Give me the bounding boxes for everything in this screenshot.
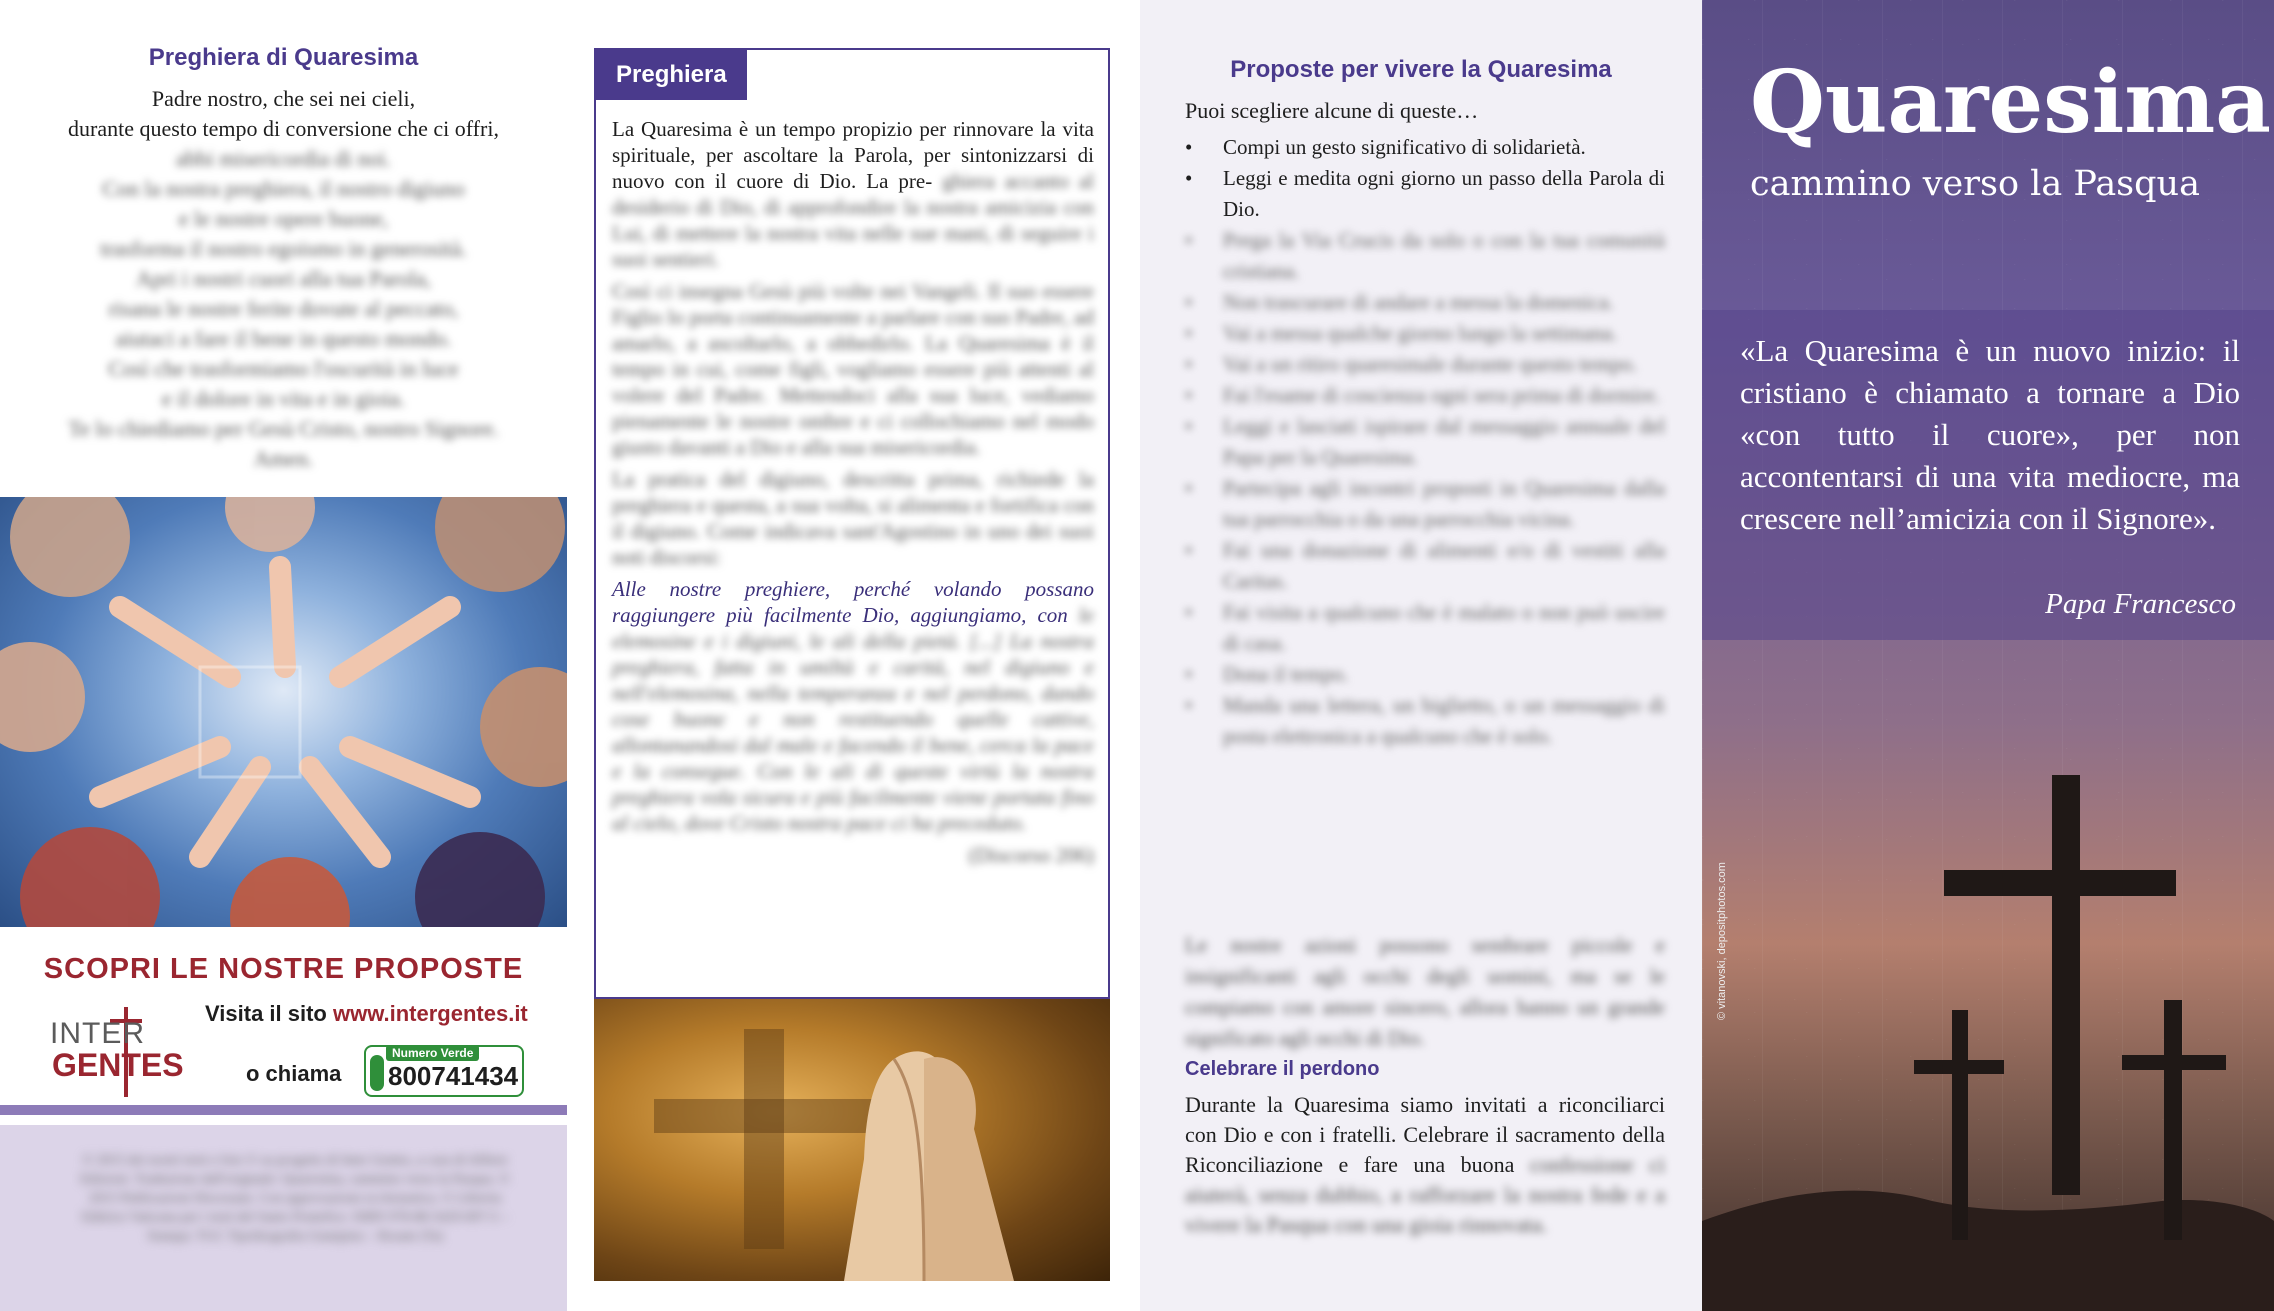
preghiera-text (612, 116, 1094, 874)
list-item: • Leggi e lasciati ispirare dal messaggio annuale del Papa per la Quaresima. (1185, 411, 1665, 473)
cover-subtitle: cammino verso la Pasqua (1750, 164, 2200, 204)
credits-box (0, 1125, 567, 1311)
intergentes-logo (50, 1007, 184, 1097)
pope-quote-band (1702, 310, 2274, 640)
praying-hands-photo (594, 999, 1110, 1281)
credits-text: © 2015 dei nostri testi e foto © su progetto di Inter Gentes, a cura di Alfiere Edizioni. Traduzione dall'originale: Quaresima, cammino verso la Pasqua. © 2015 Publicazioni Diocesane. Con approvazione ecclesiastica. © Libreria Editrice Vaticana per i testi del Santo Pontefice. ISBN 978-88-5429-097-5 – Stampa: TGC Tipolitografia Gianipino – Rosate (Ta) (80, 1153, 510, 1244)
hill-silhouette (1702, 1161, 2274, 1311)
panel-preghiera (567, 0, 1140, 1311)
promo-call-label: o chiama (246, 1061, 342, 1086)
cross-icon (1914, 1060, 2004, 1074)
prayer-line: Amen. (253, 446, 314, 471)
paragraph: La Quaresima è un tempo propizio per rinnovare la vita spirituale, per ascoltare la Parola, per sintonizzarsi di nuovo con il cuore di Dio. La pre- ghiera accanto al desiderio di Dio, di approfondire la nostra amicizia con Lui, di mettere la nostra vita nelle sue mani, di seguire i suoi sentieri. (612, 117, 1095, 271)
phone-icon (370, 1055, 384, 1091)
prayer-line: abbi misericordia di noi. (175, 146, 392, 171)
list-item: • Leggi e medita ogni giorno un passo della Parola di Dio. (1185, 163, 1665, 225)
prayer-line: risana le nostre ferite dovute al peccato, (108, 296, 459, 321)
photo-credit: © vitanovski, depositphotos.com (1716, 862, 1728, 1020)
prayer-line: Con la nostra preghiera, il nostro digiuno (102, 176, 465, 201)
proposte-intro: Puoi scegliere alcune di queste… (1185, 98, 1479, 123)
prayer-text (0, 84, 567, 474)
promo-visit-label: Visita il sito (205, 1001, 327, 1026)
promo-box (0, 935, 567, 1115)
paragraph: La pratica del digiuno, descritta prima, richiede la preghiera e questa, a sua volta, si alimenta e fortifica con il digiuno. Come indicava sant'Agostino in uno dei suoi noti discorsi: (612, 467, 1094, 569)
list-item: • Fai una donazione di alimenti e/o di vestiti alla Caritas. (1185, 535, 1665, 597)
toll-free-label: Numero Verde (386, 1045, 479, 1061)
list-item: • Partecipa agli incontri proposti in Quaresima dalla tua parrocchia o da una parrocchia vicina. (1185, 473, 1665, 535)
list-item: • Dona il tempo. (1185, 659, 1665, 690)
perdono-heading: Celebrare il perdono (1185, 1058, 1380, 1080)
logo-text-bottom: GENTES (52, 1047, 184, 1083)
quote-source: (Discorso 206) (968, 843, 1094, 867)
list-item: • Prega la Via Crucis da solo o con la tua comunità cristiana. (1185, 225, 1665, 287)
list-item: • Non trascurare di andare a messa la domenica. (1185, 287, 1665, 318)
panel-proposte (1140, 0, 1702, 1311)
prayer-title: Preghiera di Quaresima (148, 44, 419, 71)
promo-title: SCOPRI LE NOSTRE PROPOSTE (43, 953, 524, 985)
cross-icon (1944, 870, 2176, 896)
list-item: • Manda una lettera, un biglietto, o un messaggio di posta elettronica a qualcuno che è solo. (1185, 690, 1665, 752)
augustine-quote: Alle nostre preghiere, perché volando possano raggiungere più facilmente Dio, aggiungiamo, con le elemosine e i digiuni, le ali della pietà. [...] La nostra preghiera, fatta in umiltà e carità, nel digiuno e nell'elemosina, nella temperanza e nel perdono, dando cose buone e non restituendo quelle cattive, allontanandosi dal male e facendo il bene, cerca la pace e la consegue. Con le ali di queste virtù la nostra preghiera vola sicura e più facilmente viene portata fino al cielo, dove Cristo nostra pace ci ha preceduto. (612, 577, 1095, 835)
proposte-title: Proposte per vivere la Quaresima (1230, 56, 1612, 83)
prayer-line: Apri i nostri cuori alla tua Parola, (135, 266, 432, 291)
hands-circle-illustration (0, 497, 567, 927)
panel-cover (1702, 0, 2274, 1311)
prayer-line: aiutaci a fare il bene in questo mondo. (115, 326, 452, 351)
toll-free-badge (364, 1045, 524, 1097)
list-item: • Vai a messa qualche giorno lungo la settimana. (1185, 318, 1665, 349)
prayer-line: e le nostre opere buone, (178, 206, 389, 231)
preghiera-tab: Preghiera (596, 50, 747, 100)
prayer-line: durante questo tempo di conversione che ci offri, (68, 116, 499, 141)
list-item: • Vai a un ritiro quaresimale durante questo tempo. (1185, 349, 1665, 380)
proposte-closing: Le nostre azioni possono sembrare piccole e insignificanti agli occhi degli uomini, ma se le compiamo con amore sincero, allora hanno un grande significato agli occhi di Dio. (1185, 933, 1665, 1050)
list-item: • Compi un gesto significativo di solidarietà. (1185, 132, 1665, 163)
cross-icon (2052, 775, 2080, 1195)
prayer-line: trasforma il nostro egoismo in generosità. (100, 236, 467, 261)
praying-hands-illustration (594, 999, 1110, 1281)
panel-prayer-back (0, 0, 567, 1311)
logo-text-top: INTER (50, 1017, 145, 1050)
cross-icon (1952, 1010, 1968, 1240)
pope-quote-author: Papa Francesco (2045, 588, 2236, 620)
prayer-line: Così che trasformiamo l'oscurità in luce (108, 356, 459, 381)
prayer-line: e il dolore in vita e in gioia. (161, 386, 406, 411)
paragraph: Così ci insegna Gesù più volte nei Vangeli. Il suo essere Figlio lo porta continuamente a parlare con suo Padre, ad amarlo, a ascoltarlo, a obbedirlo. La Quaresima è il tempo in cui, come figli, vogliamo essere più attenti al volere del Padre. Mettendoci alla sua luce, vediamo pienamente le nostre ombre e ci collochiamo nel modo giusto davanti a Dio e alla sua misericordia. (612, 279, 1094, 459)
preghiera-box (594, 48, 1110, 999)
cross-icon (2122, 1055, 2226, 1070)
pope-quote: «La Quaresima è un nuovo inizio: il cristiano è chiamato a tornare a Dio «con tutto il cuore», per non accontentarsi di una vita mediocre, ma crescere nell’amicizia con il Signore». (1740, 333, 2240, 536)
perdono-text: Durante la Quaresima siamo invitati a riconciliarci con Dio e con i fratelli. Celebrare il sacramento della Riconciliazione e fare una buona confessione ci aiuterà, senza dubbio, a rafforzare la nostra fede e a vivere la Pasqua con una gioia rinnovata. (1185, 1092, 1665, 1237)
list-item: • Fai l'esame di coscienza ogni sera prima di dormire. (1185, 380, 1665, 411)
promo-visit-line (205, 1001, 528, 1027)
hands-circle-photo (0, 497, 567, 927)
cover-title: Quaresima (1750, 52, 2271, 153)
list-item: • Fai visita a qualcuno che è malato o non può uscire di casa. (1185, 597, 1665, 659)
prayer-line: Padre nostro, che sei nei cieli, (151, 86, 416, 111)
website-link[interactable]: www.intergentes.it (332, 1001, 528, 1026)
prayer-line: Te lo chiediamo per Gesù Cristo, nostro Signore. (68, 416, 499, 441)
proposte-list (1185, 132, 1665, 752)
toll-free-number[interactable]: 800741434 (388, 1061, 519, 1091)
cross-icon (2164, 1000, 2182, 1240)
